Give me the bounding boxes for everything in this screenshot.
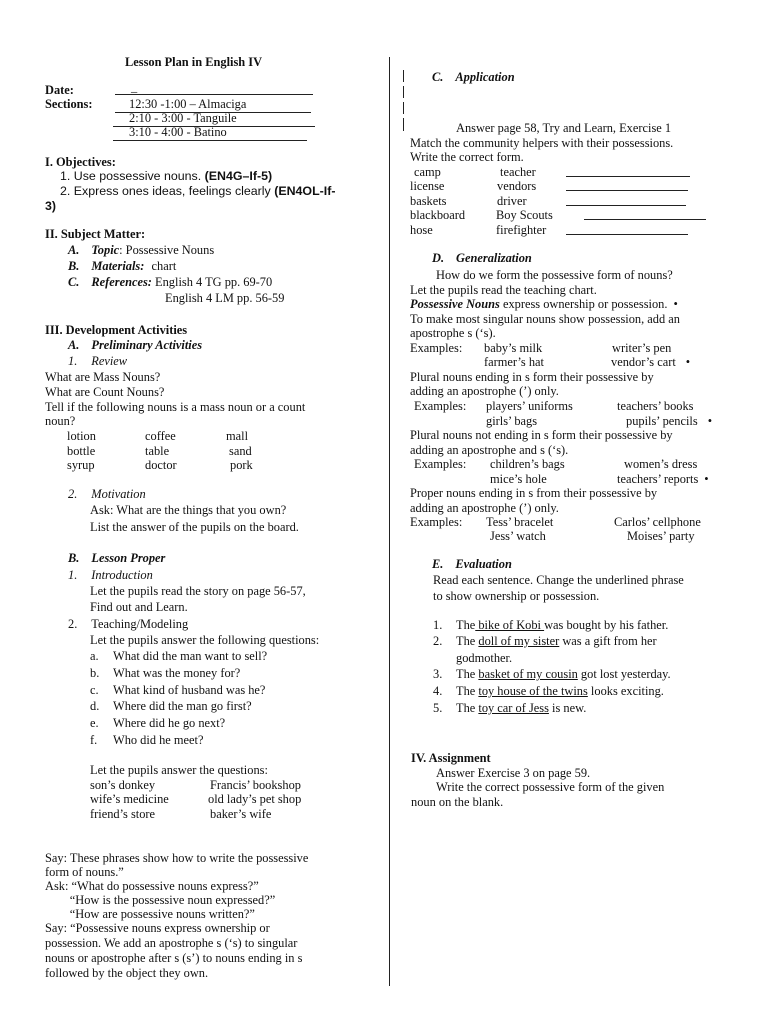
evaluation-item: 5. The toy car of Jess is new.	[433, 701, 587, 715]
noun-cell: mall	[226, 429, 249, 443]
answer-intro: Let the pupils answer the questions:	[90, 763, 268, 777]
sections-label: Sections:	[45, 97, 93, 111]
noun-cell: lotion	[67, 429, 96, 443]
margin-mark	[403, 102, 404, 114]
review-heading: 1. Review	[68, 354, 128, 368]
phrase-cell: baker’s wife	[210, 807, 272, 821]
objective-item: 1. Use possessive nouns. (EN4G–If-5)	[60, 169, 273, 183]
example: Carlos’ cellphone	[614, 515, 701, 529]
match-item: camp	[414, 165, 441, 179]
phrase-cell: old lady’s pet shop	[208, 792, 302, 806]
match-item: license	[410, 179, 445, 193]
phrase-cell: son’s donkey	[90, 778, 156, 792]
example: baby’s milk	[484, 341, 543, 355]
topic-line: A. Topic: Possessive Nouns	[68, 243, 215, 257]
rule-text: To make most singular nouns show possession, add an	[410, 312, 680, 326]
rule-text: adding an apostrophe (’) only.	[410, 384, 559, 398]
page-title: Lesson Plan in English IV	[125, 55, 263, 69]
match-item: firefighter	[496, 223, 547, 237]
rule-text: apostrophe s (‘s).	[410, 326, 496, 340]
rule-text: Plural nouns ending in s form their possessive by	[410, 370, 654, 384]
motivation-text: Ask: What are the things that you own?	[90, 503, 287, 517]
assignment-text: Answer Exercise 3 on page 59.	[436, 766, 591, 780]
evaluation-item-cont: godmother.	[456, 651, 513, 665]
example: Jess’ watch	[490, 529, 546, 543]
evaluation-heading: E. Evaluation	[432, 557, 512, 571]
review-question: What are Mass Nouns?	[45, 370, 161, 384]
examples-label: Examples:	[410, 341, 463, 355]
development-heading: III. Development Activities	[45, 323, 188, 337]
motivation-text: List the answer of the pupils on the board.	[90, 520, 299, 534]
example: Tess’ bracelet	[486, 515, 554, 529]
examples-label: Examples:	[414, 399, 467, 413]
examples-label: Examples:	[410, 515, 463, 529]
evaluation-text: Read each sentence. Change the underlined phrase	[433, 573, 684, 587]
teaching-intro: Let the pupils answer the following questions:	[90, 633, 320, 647]
date-label: Date:	[45, 83, 74, 97]
noun-cell: pork	[230, 458, 253, 472]
rule-text: adding an apostrophe (’) only.	[410, 501, 559, 515]
examples-label: Examples:	[414, 457, 467, 471]
introduction-text: Find out and Learn.	[90, 600, 188, 614]
generalization-heading: D. Generalization	[432, 251, 532, 265]
lesson-proper-heading: B. Lesson Proper	[68, 551, 166, 565]
match-item: baskets	[410, 194, 447, 208]
question-item: e. Where did he go next?	[90, 716, 226, 730]
answer-blank	[584, 208, 706, 220]
match-item: driver	[497, 194, 527, 208]
application-heading: C. Application	[432, 70, 515, 84]
example: Moises’ party	[627, 529, 695, 543]
match-item: teacher	[500, 165, 536, 179]
possessive-definition: Possessive Nouns express ownership or possession. •	[410, 297, 678, 311]
match-item: blackboard	[410, 208, 466, 222]
say-line: Ask: “What do possessive nouns express?”	[45, 879, 259, 893]
objectives-heading: I. Objectives:	[45, 155, 116, 169]
answer-blank	[566, 165, 690, 177]
example: players’ uniforms	[486, 399, 573, 413]
rule-text: adding an apostrophe and s (‘s).	[410, 443, 569, 457]
example: pupils’ pencils •	[626, 414, 713, 428]
example: children’s bags	[490, 457, 565, 471]
say-line: Say: These phrases show how to write the possessive	[45, 851, 309, 865]
phrase-cell: friend’s store	[90, 807, 156, 821]
section-line: 12:30 -1:00 – Almaciga	[115, 97, 311, 113]
application-text: Write the correct form.	[410, 150, 524, 164]
references-line: C. References: English 4 TG pp. 69-70	[68, 275, 273, 289]
noun-cell: doctor	[145, 458, 177, 472]
say-line: form of nouns.”	[45, 865, 124, 879]
generalization-question: How do we form the possessive form of nouns?	[436, 268, 673, 282]
example: teachers’ reports •	[617, 472, 709, 486]
introduction-text: Let the pupils read the story on page 56-57,	[90, 584, 306, 598]
question-item: c. What kind of husband was he?	[90, 683, 266, 697]
phrase-cell: Francis’ bookshop	[210, 778, 301, 792]
reference-2: English 4 LM pp. 56-59	[165, 291, 285, 305]
margin-mark	[403, 118, 404, 131]
example: vendor’s cart •	[611, 355, 691, 369]
section-line: 2:10 - 3:00 - Tanguile	[113, 111, 315, 127]
match-item: hose	[410, 223, 433, 237]
evaluation-item: 1. The bike of Kobi was bought by his father.	[433, 618, 669, 632]
answer-blank	[566, 223, 688, 235]
objective-code-cont: 3)	[45, 199, 57, 213]
margin-mark	[403, 86, 404, 98]
say-line: “How are possessive nouns written?”	[45, 907, 255, 921]
example: women’s dress	[624, 457, 698, 471]
review-question: What are Count Nouns?	[45, 385, 165, 399]
assignment-text: noun on the blank.	[411, 795, 504, 809]
evaluation-item: 2. The doll of my sister was a gift from her	[433, 634, 657, 648]
noun-cell: bottle	[67, 444, 96, 458]
noun-cell: sand	[229, 444, 252, 458]
answer-blank	[566, 179, 688, 191]
answer-blank	[566, 194, 686, 206]
teaching-heading: 2. Teaching/Modeling	[68, 617, 189, 631]
question-item: b. What was the money for?	[90, 666, 241, 680]
noun-cell: syrup	[67, 458, 95, 472]
evaluation-text: to show ownership or possession.	[433, 589, 600, 603]
assignment-heading: IV. Assignment	[411, 751, 491, 765]
application-text: Answer page 58, Try and Learn, Exercise 1	[456, 121, 672, 135]
prelim-heading: A. Preliminary Activities	[68, 338, 203, 352]
example: girls’ bags	[486, 414, 538, 428]
say-line: possession. We add an apostrophe s (‘s) to singular	[45, 936, 298, 950]
example: writer’s pen	[612, 341, 672, 355]
margin-mark	[403, 70, 404, 82]
assignment-text: Write the correct possessive form of the given	[436, 780, 665, 794]
match-item: Boy Scouts	[496, 208, 553, 222]
generalization-text: Let the pupils read the teaching chart.	[410, 283, 597, 297]
application-text: Match the community helpers with their possessions.	[410, 136, 674, 150]
subject-matter-heading: II. Subject Matter:	[45, 227, 146, 241]
example: teachers’ books	[617, 399, 694, 413]
rule-text: Proper nouns ending in s from their possessive by	[410, 486, 658, 500]
match-item: vendors	[497, 179, 537, 193]
question-item: f. Who did he meet?	[90, 733, 204, 747]
evaluation-item: 3. The basket of my cousin got lost yesterday.	[433, 667, 671, 681]
column-divider	[389, 57, 390, 986]
phrase-cell: wife’s medicine	[90, 792, 169, 806]
question-item: a. What did the man want to sell?	[90, 649, 268, 663]
say-line: “How is the possessive noun expressed?”	[45, 893, 276, 907]
materials-line: B. Materials: chart	[68, 259, 177, 273]
motivation-heading: 2. Motivation	[68, 487, 146, 501]
example: farmer’s hat	[484, 355, 544, 369]
question-item: d. Where did the man go first?	[90, 699, 252, 713]
introduction-heading: 1. Introduction	[68, 568, 153, 582]
noun-cell: coffee	[145, 429, 176, 443]
review-question-cont: noun?	[45, 414, 76, 428]
rule-text: Plural nouns not ending in s form their possessive by	[410, 428, 673, 442]
say-line: nouns or apostrophe after s (s’) to nouns ending in s	[45, 951, 303, 965]
say-line: Say: “Possessive nouns express ownership or	[45, 921, 270, 935]
evaluation-item: 4. The toy house of the twins looks exciting.	[433, 684, 664, 698]
objective-item: 2. Express ones ideas, feelings clearly (EN4OL-If-	[60, 184, 336, 198]
example: mice’s hole	[490, 472, 547, 486]
say-line: followed by the object they own.	[45, 966, 209, 980]
review-question: Tell if the following nouns is a mass noun or a count	[45, 400, 306, 414]
noun-cell: table	[145, 444, 170, 458]
date-field: _	[115, 80, 313, 95]
section-line: 3:10 - 4:00 - Batino	[113, 125, 307, 141]
